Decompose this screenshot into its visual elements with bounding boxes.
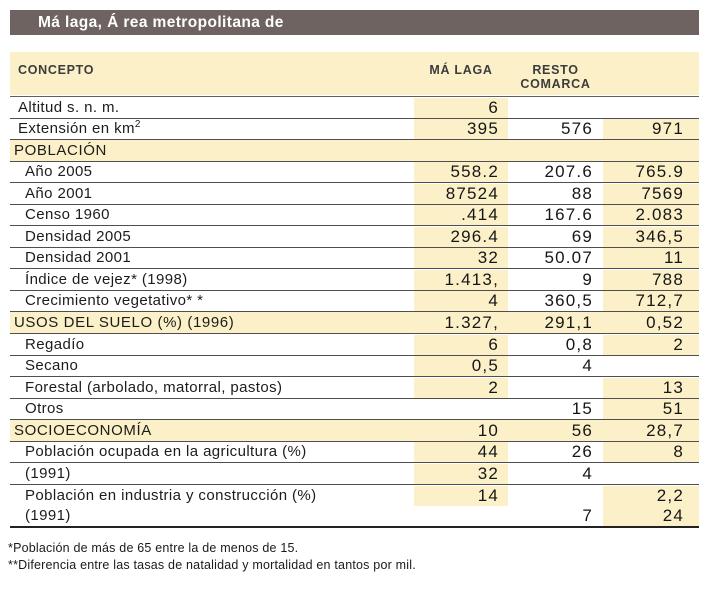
row-label: Índice de vejez* (1998) [25, 270, 188, 288]
table-row [10, 162, 699, 184]
table-header [10, 52, 699, 95]
header-malaga: MÁ LAGA [429, 63, 493, 77]
table-row [10, 205, 699, 227]
table-row [10, 269, 699, 291]
table-body [10, 96, 699, 528]
cell-malaga: 14 [414, 486, 508, 506]
cell-resto-comarca: 4 [582, 356, 593, 376]
cell-malaga: 1.413, [414, 270, 508, 290]
cell-malaga: 395 [414, 119, 508, 139]
section-row [10, 420, 699, 442]
cell-malaga: 32 [414, 248, 508, 268]
cell-total: 0,52 [646, 313, 684, 333]
table-row [10, 506, 699, 528]
table-row [10, 291, 699, 313]
section-row [10, 312, 699, 334]
title-bar [10, 10, 699, 35]
cell-malaga: 296.4 [414, 227, 508, 247]
cell-total: 11 [603, 248, 699, 268]
row-label: SOCIOECONOMÍA [14, 421, 152, 439]
footnote-2: **Diferencia entre las tasas de natalidad y mortalidad en tantos por mil. [8, 557, 416, 572]
cell-total: 51 [603, 399, 699, 419]
cell-total: 765.9 [603, 162, 699, 182]
cell-resto-comarca: 360,5 [544, 291, 593, 311]
table-row [10, 463, 699, 485]
table-row [10, 377, 699, 399]
header-resto-line2: COMARCA [520, 77, 591, 91]
cell-total: 2 [603, 335, 699, 355]
cell-malaga: 32 [414, 464, 508, 484]
cell-malaga: 4 [414, 291, 508, 311]
cell-resto-comarca: 88 [571, 183, 593, 203]
header-concepto: CONCEPTO [18, 63, 95, 77]
table-row [10, 226, 699, 248]
cell-resto-comarca: 207.6 [544, 162, 593, 182]
table-row [10, 442, 699, 464]
cell-total: 2.083 [603, 205, 699, 225]
cell-malaga: 6 [414, 98, 508, 118]
table-row [10, 183, 699, 205]
row-label: Altitud s. n. m. [18, 98, 120, 116]
label-superscript: 2 [134, 119, 141, 131]
header-total-empty [603, 52, 699, 95]
cell-total: 971 [603, 119, 699, 139]
cell-malaga: 558.2 [414, 162, 508, 182]
cell-resto-comarca: 9 [582, 269, 593, 289]
cell-resto-comarca: 167.6 [544, 205, 593, 225]
cell-malaga: .414 [414, 205, 508, 225]
header-resto-line1: RESTO [532, 63, 579, 77]
table-row [10, 334, 699, 356]
cell-malaga: 1.327, [444, 313, 499, 333]
row-label: Extensión en $km^2$ [18, 119, 141, 138]
row-label: Año 2001 [25, 184, 93, 202]
row-label: Secano [25, 357, 79, 375]
cell-total: 24 [603, 506, 699, 526]
cell-resto-comarca: 4 [582, 463, 593, 483]
cell-malaga: 87524 [414, 184, 508, 204]
row-label: USOS DEL SUELO (%) (1996) [14, 314, 235, 332]
cell-resto-comarca: 291,1 [544, 313, 593, 333]
cell-resto-comarca: 50.07 [544, 248, 593, 268]
table-row [10, 485, 699, 507]
table-row [10, 399, 699, 421]
row-label: Censo 1960 [25, 206, 110, 224]
cell-total: 8 [603, 442, 699, 462]
row-label: (1991) [25, 464, 71, 482]
cell-total: 712,7 [603, 291, 699, 311]
header-resto-comarca [508, 52, 603, 95]
page-title: Má laga, Á rea metropolitana de [38, 14, 284, 31]
row-label: Forestal (arbolado, matorral, pastos) [25, 378, 283, 396]
row-label: Regadío [25, 335, 85, 353]
row-label: Año 2005 [25, 163, 93, 181]
table-row [10, 248, 699, 270]
table-row [10, 356, 699, 378]
cell-resto-comarca: 15 [571, 399, 593, 419]
row-label: Población en industria y construcción (%) [25, 487, 317, 505]
cell-total: 2,2 [603, 486, 699, 506]
cell-malaga: 10 [477, 420, 499, 440]
cell-total: 28,7 [646, 420, 684, 440]
cell-malaga: 0,5 [414, 356, 508, 376]
cell-resto-comarca: 576 [561, 119, 593, 139]
cell-malaga: 2 [414, 378, 508, 398]
row-label: Densidad 2005 [25, 227, 132, 245]
cell-resto-comarca: 0,8 [565, 334, 593, 354]
cell-total: 346,5 [603, 227, 699, 247]
cell-total: 788 [603, 270, 699, 290]
row-label: Otros [25, 400, 64, 418]
footnote-1: *Población de más de 65 entre la de menos de 15. [8, 541, 299, 555]
cell-resto-comarca: 26 [571, 442, 593, 462]
footnotes [8, 540, 708, 573]
row-label: Población ocupada en la agricultura (%) [25, 443, 307, 461]
cell-resto-comarca: 69 [571, 226, 593, 246]
section-row [10, 140, 699, 162]
cell-resto-comarca: 7 [582, 505, 593, 525]
row-label: (1991) [25, 506, 71, 524]
cell-resto-comarca: 56 [571, 420, 593, 440]
row-label: Densidad 2001 [25, 249, 132, 267]
cell-malaga: 44 [414, 442, 508, 462]
cell-malaga: 6 [414, 335, 508, 355]
row-label: POBLACIÓN [14, 141, 107, 159]
cell-total: 7569 [603, 184, 699, 204]
cell-total: 13 [603, 378, 699, 398]
table-row [10, 119, 699, 141]
row-label: Crecimiento vegetativo* * [25, 292, 204, 310]
